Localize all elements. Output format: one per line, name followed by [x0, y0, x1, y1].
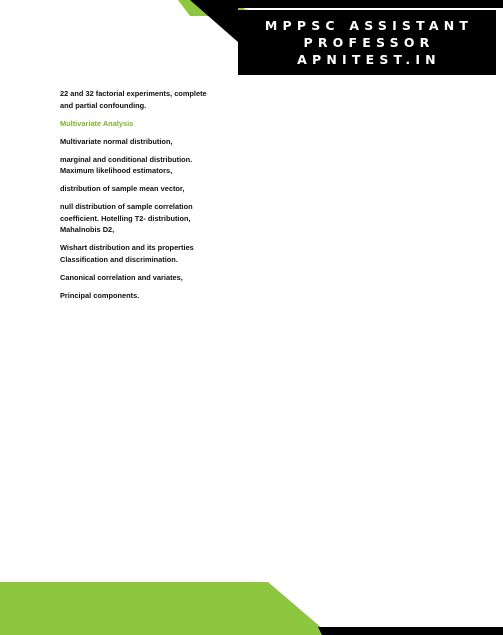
- text-line: distribution of sample mean vector,: [60, 184, 185, 193]
- text-line: Multivariate normal distribution,: [60, 136, 173, 146]
- section-heading-multivariate: Multivariate Analysis: [60, 118, 134, 128]
- header-line-1: MPPSC ASSISTANT: [264, 18, 474, 33]
- bottom-green-band: [0, 582, 330, 635]
- text-line: null distribution of sample correlation: [60, 202, 193, 211]
- paragraph-canonical: [60, 272, 260, 284]
- header-line-2: PROFESSOR: [303, 35, 435, 50]
- text-line: Maximum likelihood estimators,: [60, 166, 173, 175]
- paragraph-sample-mean: [60, 183, 260, 195]
- text-line: Canonical correlation and variates,: [60, 272, 183, 282]
- text-line: Mahalnobis D2,: [60, 225, 115, 234]
- paragraph-principal-components: [60, 290, 260, 302]
- text-line: Wishart distribution and its properties: [60, 243, 194, 252]
- header-line-3: APNITEST.IN: [297, 52, 441, 67]
- paragraph-factorial-experiments: [60, 88, 260, 111]
- header-title-box: [238, 10, 496, 75]
- text-line: and partial confounding.: [60, 100, 147, 110]
- paragraph-marginal-distribution: [60, 154, 260, 177]
- text-line: marginal and conditional distribution.: [60, 154, 193, 164]
- paragraph-wishart: [60, 242, 260, 265]
- text-line: coefficient. Hotelling T2- distribution,: [60, 213, 191, 223]
- syllabus-content: [60, 88, 260, 308]
- text-line: 22 and 32 factorial experiments, complete: [60, 89, 207, 98]
- paragraph-correlation: [60, 201, 260, 236]
- text-line: Principal components.: [60, 290, 140, 300]
- paragraph-normal-distribution: [60, 136, 260, 148]
- bottom-black-band: [318, 627, 503, 635]
- text-line: Classification and discrimination.: [60, 254, 178, 264]
